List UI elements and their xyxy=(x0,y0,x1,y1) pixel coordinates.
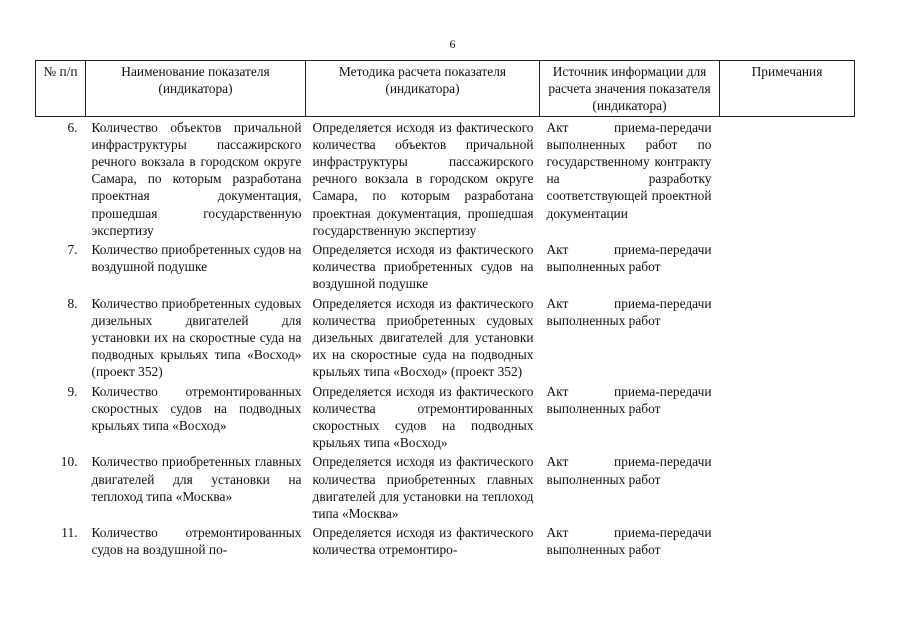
header-number: № п/п xyxy=(36,61,86,117)
header-information-source: Источник информации для расчета значения показателя (индикатора) xyxy=(540,61,720,117)
table-row xyxy=(36,116,855,241)
header-row xyxy=(36,61,855,117)
calculation-method: Определяется исходя из фактического количества объектов причальной инфраструктуры пассажирского речного вокзала в городском округе Самара, по которым разработана проектная документация, прошедшая государственную экспертизу xyxy=(312,119,534,238)
indicators-table xyxy=(35,60,855,561)
row-number: 6. xyxy=(67,119,78,135)
table-row xyxy=(36,241,855,295)
note xyxy=(720,453,855,524)
header-indicator-name: Наименование показателя (индикатора) xyxy=(86,61,306,117)
header-calculation-method: Методика расчета показателя (индикатора) xyxy=(306,61,540,117)
note xyxy=(720,116,855,241)
indicator-name: Количество объектов причальной инфраструктуры пассажирского речного вокзала в городском округе Самара, по которым разработана проектная документация, прошедшая государственную экспертизу xyxy=(91,119,302,238)
indicator-name: Количество отремонтированных скоростных судов на подводных крыльях типа «Восход» xyxy=(91,383,302,434)
row-number: 8. xyxy=(67,295,78,311)
information-source: Акт приема-передачи выполненных работ xyxy=(546,383,712,416)
information-source: Акт приема-передачи выполненных работ xyxy=(546,295,712,328)
row-number: 11. xyxy=(61,525,78,541)
indicator-name: Количество отремонтированных судов на воздушной по- xyxy=(91,525,302,558)
note xyxy=(720,241,855,295)
table-body xyxy=(36,116,855,561)
calculation-method: Определяется исходя из фактического количества приобретенных главных двигателей для установки на теплоход типа «Москва» xyxy=(312,454,534,522)
calculation-method: Определяется исходя из фактического количества отремонтированных скоростных судов на подводных крыльях типа «Восход» xyxy=(312,383,534,451)
table-header xyxy=(36,61,855,117)
information-source: Акт приема-передачи выполненных работ xyxy=(546,454,712,487)
note xyxy=(720,383,855,454)
calculation-method: Определяется исходя из фактического количества приобретенных судовых дизельных двигателей для установки их на скоростные суда на подводных крыльях типа «Восход» (проект 352) xyxy=(312,295,534,380)
indicator-name: Количество приобретенных главных двигателей для установки на теплоход типа «Москва» xyxy=(91,454,302,504)
page-number: 6 xyxy=(449,37,456,51)
calculation-method: Определяется исходя из фактического количества приобретенных судов на воздушной подушке xyxy=(312,242,534,292)
information-source: Акт приема-передачи выполненных работ xyxy=(546,525,712,558)
row-number: 9. xyxy=(67,383,78,399)
row-number: 10. xyxy=(60,454,78,470)
indicator-name: Количество приобретенных судовых дизельных двигателей для установки их на скоростные суда на подводных крыльях типа «Восход» (проект 352) xyxy=(91,295,302,380)
information-source: Акт приема-передачи выполненных работ xyxy=(546,242,712,275)
table-row xyxy=(36,524,855,560)
table-row xyxy=(36,295,855,383)
indicator-name: Количество приобретенных судов на воздушной подушке xyxy=(91,242,302,275)
information-source: Акт приема-передачи выполненных работ по государственному контракту на разработку соответствующей проектной документации xyxy=(546,119,712,221)
header-notes: Примечания xyxy=(720,61,855,117)
calculation-method: Определяется исходя из фактического количества отремонтиро- xyxy=(312,525,534,558)
note xyxy=(720,524,855,560)
table-row xyxy=(36,453,855,524)
note xyxy=(720,295,855,383)
table-row xyxy=(36,383,855,454)
row-number: 7. xyxy=(67,242,78,258)
